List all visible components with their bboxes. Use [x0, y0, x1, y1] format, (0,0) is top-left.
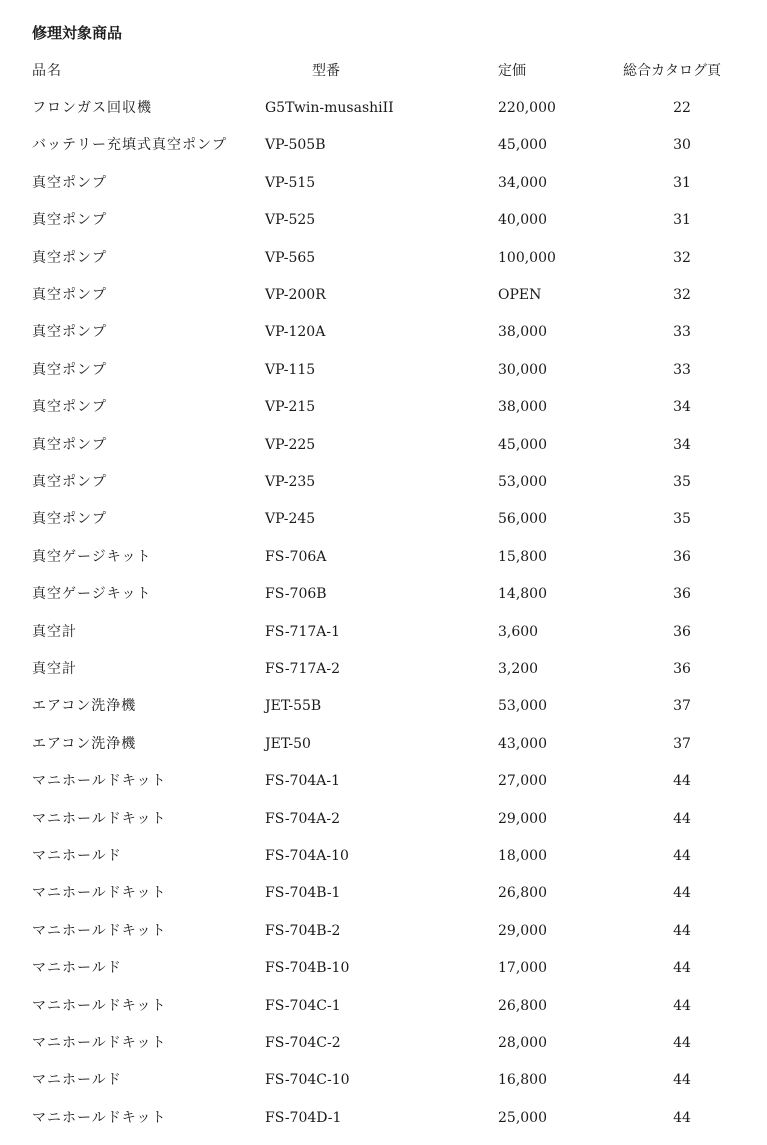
list-price-cell: 16,800 — [498, 1072, 547, 1089]
list-price-cell: 28,000 — [498, 1035, 547, 1051]
model-number-cell: VP-235 — [265, 474, 316, 490]
catalog-page-cell: 44 — [673, 1072, 691, 1089]
product-name-cell: 真空ポンプ — [32, 249, 107, 266]
list-price-cell: 38,000 — [498, 399, 547, 416]
model-number-cell: FS-704A-2 — [265, 810, 341, 827]
list-price-cell: 3,200 — [498, 661, 539, 677]
catalog-page-cell: 33 — [673, 361, 691, 378]
list-price-cell: 38,000 — [498, 324, 547, 341]
model-number-cell: JET-55B — [265, 698, 322, 715]
table-row — [0, 958, 767, 995]
catalog-page-cell: 44 — [673, 773, 691, 790]
model-number-cell: FS-704D-1 — [265, 1109, 342, 1126]
table-row — [0, 1033, 767, 1070]
list-price-cell: 53,000 — [498, 698, 547, 715]
table-row — [0, 883, 767, 920]
list-price-cell: 14,800 — [498, 586, 547, 603]
catalog-page-cell: 32 — [673, 287, 691, 303]
catalog-page-cell: 44 — [673, 848, 691, 864]
model-number-cell: VP-505B — [265, 137, 326, 154]
model-number-cell: VP-525 — [265, 212, 316, 229]
table-row — [0, 696, 767, 733]
list-price-cell: 26,800 — [498, 885, 547, 902]
table-row — [0, 360, 767, 397]
catalog-page-cell: 36 — [673, 661, 691, 677]
product-name-cell: マニホールド — [32, 1072, 122, 1089]
column-header-price: 定価 — [498, 63, 526, 79]
product-name-cell: マニホールドキット — [32, 997, 167, 1014]
model-number-cell: FS-704C-10 — [265, 1072, 350, 1089]
table-row — [0, 173, 767, 210]
table-row — [0, 135, 767, 172]
catalog-page-cell: 44 — [673, 885, 691, 902]
table-row — [0, 584, 767, 621]
model-number-cell: VP-120A — [265, 324, 326, 341]
list-price-cell: 26,800 — [498, 997, 547, 1014]
table-row — [0, 921, 767, 958]
catalog-page-cell: 44 — [673, 810, 691, 827]
model-number-cell: FS-704B-1 — [265, 885, 341, 902]
table-row — [0, 846, 767, 883]
product-name-cell: 真空ポンプ — [32, 287, 107, 303]
catalog-page-cell: 44 — [673, 922, 691, 939]
model-number-cell: G5Twin-musashiII — [265, 100, 394, 116]
list-price-cell: 53,000 — [498, 474, 547, 490]
product-name-cell: マニホールドキット — [32, 922, 167, 939]
table-row — [0, 1108, 767, 1145]
table-row — [0, 472, 767, 509]
model-number-cell: FS-717A-2 — [265, 661, 341, 677]
model-number-cell: VP-225 — [265, 436, 316, 453]
model-number-cell: VP-200R — [265, 287, 326, 303]
model-number-cell: FS-704C-2 — [265, 1035, 341, 1051]
catalog-page-cell: 32 — [673, 249, 691, 266]
catalog-page-cell: 34 — [673, 399, 691, 416]
model-number-cell: FS-704A-10 — [265, 848, 349, 864]
table-row — [0, 98, 767, 135]
catalog-page-cell: 44 — [673, 1109, 691, 1126]
product-name-cell: マニホールドキット — [32, 885, 167, 902]
catalog-page-cell: 30 — [673, 137, 691, 154]
table-row — [0, 996, 767, 1033]
list-price-cell: 40,000 — [498, 212, 547, 229]
list-price-cell: 15,800 — [498, 548, 547, 565]
model-number-cell: JET-50 — [265, 735, 311, 752]
catalog-page-cell: 44 — [673, 997, 691, 1014]
list-price-cell: 25,000 — [498, 1109, 547, 1126]
list-price-cell: 18,000 — [498, 848, 547, 864]
table-row — [0, 397, 767, 434]
product-name-cell: 真空ポンプ — [32, 474, 107, 490]
catalog-page-cell: 35 — [673, 474, 691, 490]
model-number-cell: FS-706B — [265, 586, 327, 603]
list-price-cell: 27,000 — [498, 773, 547, 790]
model-number-cell: VP-515 — [265, 174, 316, 191]
catalog-page-cell: 36 — [673, 623, 691, 640]
list-price-cell: 45,000 — [498, 436, 547, 453]
product-name-cell: 真空ポンプ — [32, 436, 107, 453]
list-price-cell: 3,600 — [498, 623, 539, 640]
product-name-cell: 真空ポンプ — [32, 399, 107, 416]
product-name-cell: マニホールド — [32, 960, 122, 977]
catalog-page-cell: 33 — [673, 324, 691, 341]
model-number-cell: FS-704C-1 — [265, 997, 341, 1014]
product-name-cell: フロンガス回収機 — [32, 100, 152, 116]
product-name-cell: マニホールドキット — [32, 1109, 167, 1126]
page-title: 修理対象商品 — [32, 24, 123, 42]
table-row — [0, 1070, 767, 1107]
table-row — [0, 435, 767, 472]
catalog-page-cell: 31 — [673, 174, 691, 191]
table-row — [0, 771, 767, 808]
list-price-cell: 43,000 — [498, 735, 547, 752]
product-name-cell: マニホールドキット — [32, 810, 167, 827]
table-row — [0, 659, 767, 696]
table-row — [0, 809, 767, 846]
table-row — [0, 734, 767, 771]
catalog-page-cell: 34 — [673, 436, 691, 453]
product-name-cell: マニホールドキット — [32, 1035, 167, 1051]
list-price-cell: 100,000 — [498, 249, 556, 266]
table-row — [0, 248, 767, 285]
list-price-cell: 29,000 — [498, 922, 547, 939]
product-name-cell: マニホールド — [32, 848, 122, 864]
list-price-cell: 56,000 — [498, 511, 547, 528]
list-price-cell: 30,000 — [498, 361, 547, 378]
table-header-row — [0, 61, 767, 98]
column-header-name: 品名 — [32, 63, 62, 79]
catalog-page-cell: 31 — [673, 212, 691, 229]
model-number-cell: VP-215 — [265, 399, 316, 416]
catalog-page-cell: 37 — [673, 698, 691, 715]
catalog-page-cell: 36 — [673, 548, 691, 565]
table-row — [0, 509, 767, 546]
model-number-cell: FS-704A-1 — [265, 773, 341, 790]
column-header-catalog-page: 総合カタログ頁 — [623, 63, 721, 79]
table-row — [0, 322, 767, 359]
product-name-cell: エアコン洗浄機 — [32, 735, 137, 752]
list-price-cell: 45,000 — [498, 137, 547, 154]
model-number-cell: FS-704B-10 — [265, 960, 350, 977]
product-name-cell: バッテリー充填式真空ポンプ — [32, 137, 227, 154]
product-name-cell: マニホールドキット — [32, 773, 167, 790]
product-name-cell: 真空計 — [32, 661, 77, 677]
product-name-cell: 真空ゲージキット — [32, 586, 152, 603]
table-row — [0, 210, 767, 247]
catalog-page-cell: 22 — [673, 100, 691, 116]
list-price-cell: 17,000 — [498, 960, 547, 977]
product-name-cell: 真空ポンプ — [32, 511, 107, 528]
model-number-cell: FS-717A-1 — [265, 623, 341, 640]
product-name-cell: 真空計 — [32, 623, 77, 640]
list-price-cell: 34,000 — [498, 174, 547, 191]
model-number-cell: FS-706A — [265, 548, 327, 565]
catalog-page-cell: 37 — [673, 735, 691, 752]
catalog-page-cell: 36 — [673, 586, 691, 603]
product-name-cell: エアコン洗浄機 — [32, 698, 137, 715]
catalog-page-cell: 44 — [673, 960, 691, 977]
list-price-cell: 29,000 — [498, 810, 547, 827]
product-name-cell: 真空ポンプ — [32, 174, 107, 191]
table-row — [0, 547, 767, 584]
list-price-cell: OPEN — [498, 287, 542, 303]
model-number-cell: VP-115 — [265, 361, 316, 378]
table-row — [0, 285, 767, 322]
catalog-page-cell: 44 — [673, 1035, 691, 1051]
model-number-cell: VP-245 — [265, 511, 316, 528]
table-row — [0, 622, 767, 659]
model-number-cell: VP-565 — [265, 249, 316, 266]
catalog-page-cell: 35 — [673, 511, 691, 528]
product-name-cell: 真空ポンプ — [32, 212, 107, 229]
list-price-cell: 220,000 — [498, 100, 556, 116]
product-name-cell: 真空ポンプ — [32, 361, 107, 378]
model-number-cell: FS-704B-2 — [265, 922, 341, 939]
product-name-cell: 真空ゲージキット — [32, 548, 152, 565]
column-header-model: 型番 — [312, 63, 340, 79]
product-name-cell: 真空ポンプ — [32, 324, 107, 341]
